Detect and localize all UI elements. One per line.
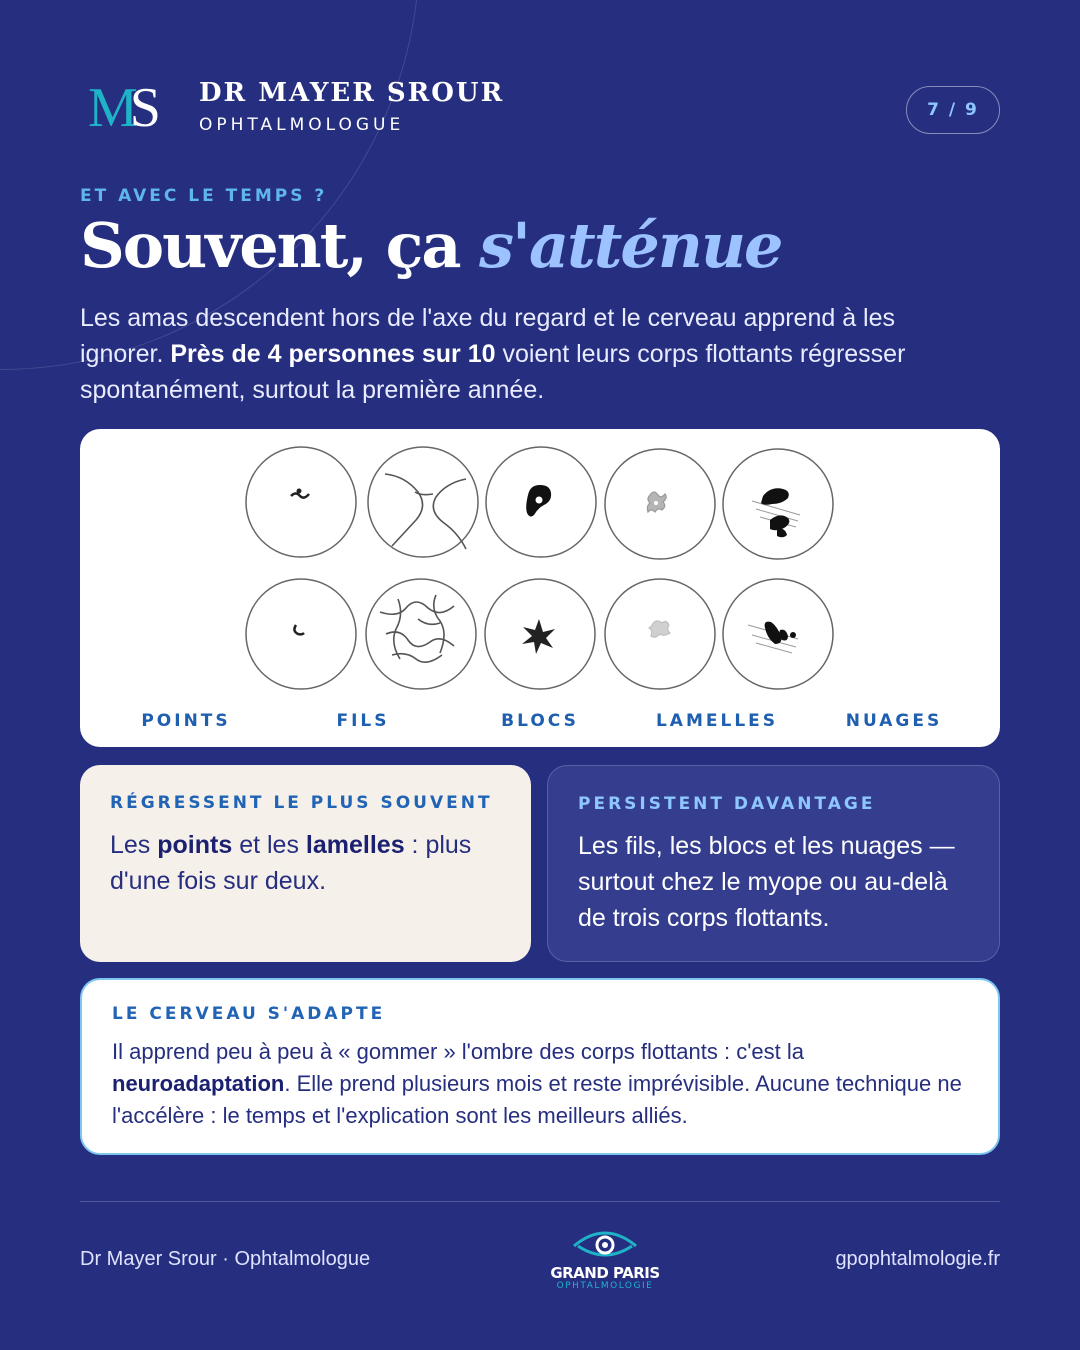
brain-text-1: Il apprend peu à peu à « gommer » l'ombre des corps flottants : c'est la — [112, 1039, 805, 1064]
brain-bold-neuroadaptation: neuroadaptation — [112, 1071, 285, 1096]
page-title — [80, 206, 781, 286]
category-label-nuages: NUAGES — [845, 711, 943, 731]
page-indicator: 7 / 9 — [906, 86, 1000, 134]
persist-card-text: Les fils, les blocs et les nuages — surtout chez le myope ou au-delà de trois corps flottants. — [578, 832, 955, 932]
lead-text-1: Les amas descendent hors de l'axe du regard et le cerveau apprend à les ignorer. — [80, 304, 896, 368]
ms-logo: MS — [88, 77, 153, 139]
brain-card-text — [112, 1036, 968, 1132]
brand-role: OPHTALMOLOGUE — [199, 115, 405, 135]
title-accent: s'atténue — [479, 209, 782, 282]
floaters-illustration — [80, 429, 1000, 747]
eye-icon — [570, 1226, 640, 1264]
footer-divider — [80, 1201, 1000, 1202]
brain-adapt-card — [80, 978, 1000, 1155]
title-plain: Souvent, ça — [80, 209, 480, 282]
category-label-fils: FILS — [336, 711, 390, 731]
circle-fils-2 — [366, 579, 476, 689]
regress-text-3: : plus d'une fois sur deux. — [110, 831, 472, 895]
brain-card-kicker: LE CERVEAU S'ADAPTE — [112, 1004, 386, 1024]
brain-text-2: . Elle prend plusieurs mois et reste imprévisible. Aucune technique ne l'accélère : le temps et l'explication sont les meilleurs alliés. — [112, 1071, 962, 1128]
regress-card — [80, 765, 531, 962]
logo-main-text: GRAND PARIS — [550, 1264, 660, 1282]
lead-emphasis: Près de 4 personnes sur 10 — [170, 340, 496, 368]
logo-sub-text: OPHTALMOLOGIE — [556, 1281, 654, 1291]
circle-nuages-1 — [723, 449, 833, 559]
regress-card-text — [110, 827, 501, 899]
category-label-blocs: BLOCS — [501, 711, 579, 731]
regress-text-2: et les — [232, 831, 306, 859]
regress-bold-points: points — [157, 831, 233, 859]
category-label-points: POINTS — [141, 711, 231, 731]
circle-points-1 — [246, 447, 356, 557]
brand-name: DR MAYER SROUR — [199, 78, 505, 108]
lead-paragraph — [80, 300, 980, 408]
regress-bold-lamelles: lamelles — [305, 831, 405, 859]
footer-website-link[interactable]: gpophtalmologie.fr — [835, 1248, 1000, 1270]
category-label-lamelles: LAMELLES — [655, 711, 779, 731]
persist-card-kicker: PERSISTENT DAVANTAGE — [578, 794, 876, 814]
persist-card — [547, 765, 1000, 962]
floaters-illustration-card — [80, 429, 1000, 747]
regress-text-1: Les — [110, 831, 158, 859]
grand-paris-logo — [540, 1226, 670, 1296]
section-eyebrow: ET AVEC LE TEMPS ? — [80, 186, 328, 206]
footer-author: Dr Mayer Srour · Ophtalmologue — [80, 1248, 371, 1270]
regress-card-kicker: RÉGRESSENT LE PLUS SOUVENT — [110, 793, 493, 813]
lead-text-2: voient leurs corps flottants régresser spontanément, surtout la première année. — [80, 340, 906, 404]
